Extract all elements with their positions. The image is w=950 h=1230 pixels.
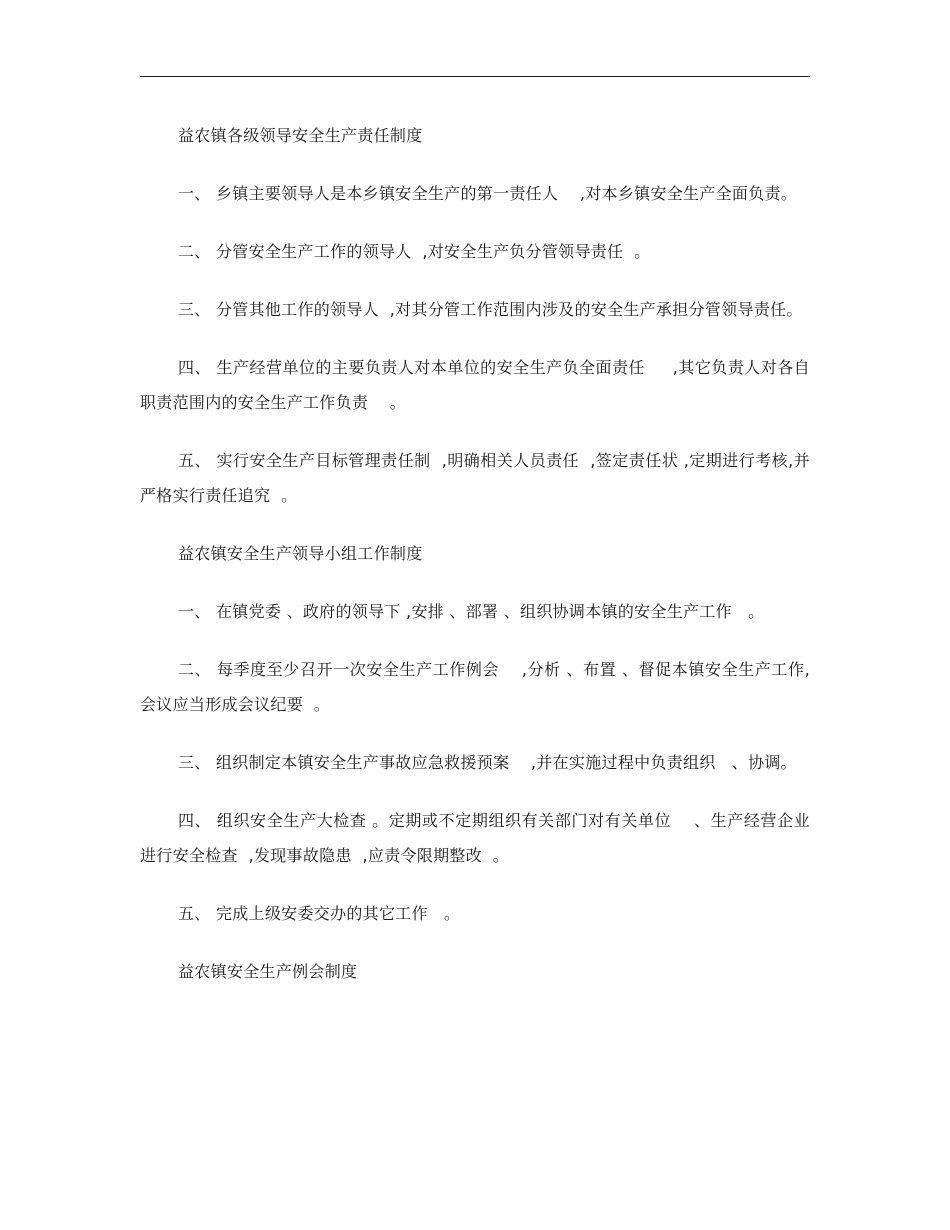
paragraph: 一、 乡镇主要领导人是本乡镇安全生产的第一责任人 ,对本乡镇安全生产全面负责。 <box>178 184 798 203</box>
section-leading-group-work <box>140 536 810 931</box>
paragraph: 五、 完成上级安委交办的其它工作 。 <box>178 904 461 923</box>
section-leadership-responsibility <box>140 118 810 513</box>
header-rule <box>140 76 810 77</box>
section-title: 益农镇安全生产领导小组工作制度 <box>178 544 423 563</box>
document-body <box>140 118 810 1012</box>
paragraph: 二、 分管安全生产工作的领导人 ,对安全生产负分管领导责任 。 <box>178 242 651 261</box>
paragraph: 三、 组织制定本镇安全生产事故应急救援预案 ,并在实施过程中负责组织 、协调。 <box>178 753 797 772</box>
paragraph: 四、 组织安全生产大检查 。定期或不定期组织有关部门对有关单位 、生产经营企业进行安全检查 ,发现事故隐患 ,应责令限期整改 。 <box>140 811 810 865</box>
section-title: 益农镇安全生产例会制度 <box>178 962 358 981</box>
paragraph: 四、 生产经营单位的主要负责人对本单位的安全生产负全面责任 ,其它负责人对各自职责范围内的安全生产工作负责 。 <box>140 358 810 412</box>
paragraph: 一、 在镇党委 、政府的领导下 ,安排 、部署 、组织协调本镇的安全生产工作 。 <box>178 602 765 621</box>
paragraph: 五、 实行安全生产目标管理责任制 ,明确相关人员责任 ,签定责任状 ,定期进行考核,并严格实行责任追究 。 <box>140 451 810 505</box>
paragraph: 三、 分管其他工作的领导人 ,对其分管工作范围内涉及的安全生产承担分管领导责任。 <box>178 300 803 319</box>
section-regular-meeting <box>140 954 810 989</box>
paragraph: 二、 每季度至少召开一次安全生产工作例会 ,分析 、布置 、督促本镇安全生产工作,会议应当形成会议纪要 。 <box>140 660 810 714</box>
section-title: 益农镇各级领导安全生产责任制度 <box>178 126 423 145</box>
